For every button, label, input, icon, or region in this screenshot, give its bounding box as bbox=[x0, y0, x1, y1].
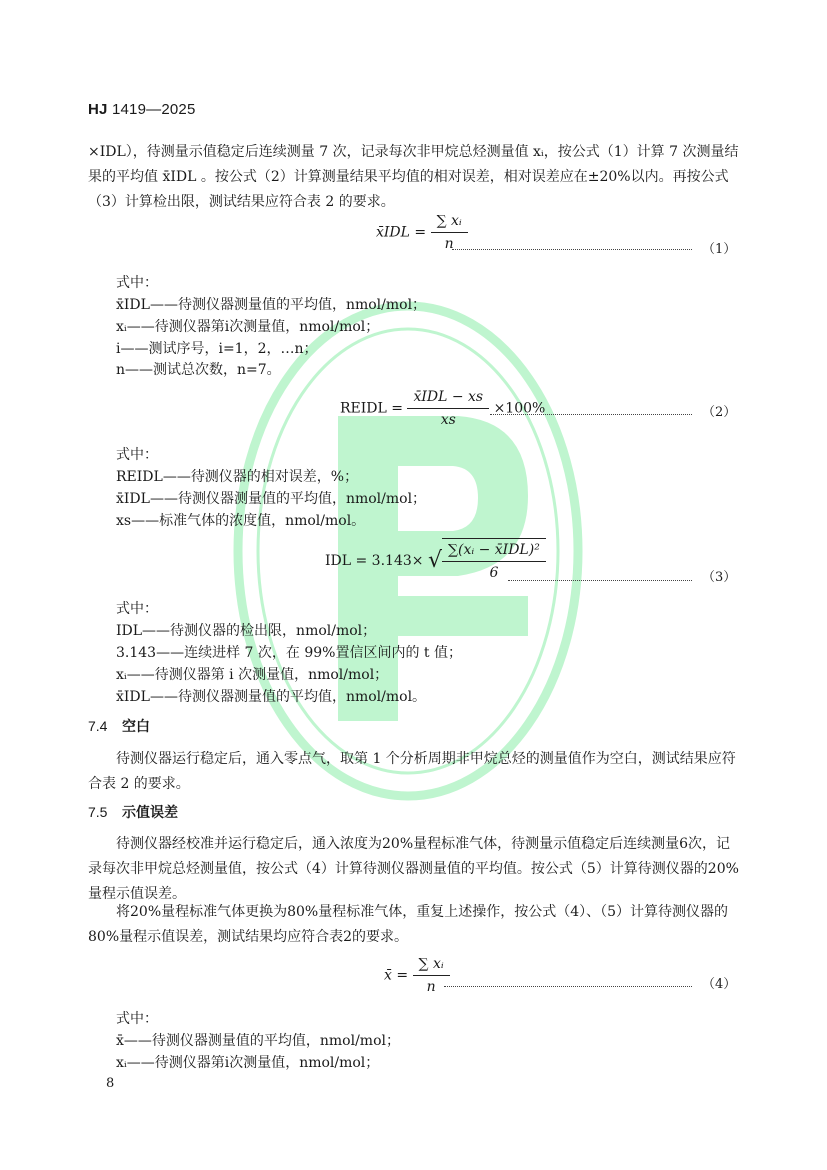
where-label-3: 式中： bbox=[116, 601, 158, 617]
leader-dots bbox=[444, 986, 692, 987]
equation-number-3: （3） bbox=[702, 570, 737, 585]
leader-dots bbox=[490, 414, 692, 415]
equation-3: IDL = 3.143× √ $\frac{\text{∑(xᵢ − x̄IDL)²}}{6}$ bbox=[325, 538, 546, 584]
leader-dots bbox=[508, 580, 692, 581]
where-item: xs——标准气体的浓度值，nmol/mol。 bbox=[116, 513, 366, 529]
where-item: xᵢ——待测仪器第i次测量值，nmol/mol； bbox=[116, 1055, 380, 1071]
where-item: x̄IDL——待测仪器测量值的平均值，nmol/mol； bbox=[116, 491, 427, 507]
equation-number-1: （1） bbox=[702, 242, 737, 257]
paragraph-idl: ×IDL），待测量示值稳定后连续测量 7 次，记录每次非甲烷总烃测量值 xᵢ，按公式（1）计算 7 次测量结果的平均值 x̄IDL 。按公式（2）计算测量结果平均值的相对误差，相对误差应在±20%以内。再按公式（3）计算检出限，测试结果应符合表 2 的要求。 bbox=[88, 144, 739, 210]
equation-4: x̄ = $\frac{\text{∑ xᵢ}}{n}$ bbox=[384, 953, 450, 998]
equation-2: REIDL = $\frac{\text{x̄IDL − xs}}{xs}$ ×100% bbox=[340, 386, 545, 431]
where-label-4: 式中： bbox=[116, 1011, 158, 1027]
paragraph-indication-error-1: 待测仪器经校准并运行稳定后，通入浓度为20%量程标准气体，待测量示值稳定后连续测量6次，记录每次非甲烷总烃测量值，按公式（4）计算待测仪器测量值的平均值。按公式（5）计算待测仪器的20%量程示值误差。 bbox=[88, 836, 739, 902]
where-item: IDL——待测仪器的检出限，nmol/mol； bbox=[116, 623, 377, 639]
standard-code: HJ 1419—2025 bbox=[88, 101, 196, 118]
where-item: REIDL——待测仪器的相对误差，%； bbox=[116, 469, 359, 485]
section-heading-7-5: 7.5 示值误差 bbox=[88, 804, 178, 820]
page-number: 8 bbox=[106, 1076, 115, 1091]
paragraph-blank: 待测仪器运行稳定后，通入零点气，取第 1 个分析周期非甲烷总烃的测量值作为空白，测试结果应符合表 2 的要求。 bbox=[88, 751, 736, 792]
where-item: x̄IDL——待测仪器测量值的平均值，nmol/mol； bbox=[116, 297, 427, 313]
where-label-2: 式中： bbox=[116, 447, 158, 463]
where-item: x̄IDL——待测仪器测量值的平均值，nmol/mol。 bbox=[116, 689, 427, 705]
where-item: i——测试序号，i=1，2，…n； bbox=[116, 341, 318, 357]
equation-number-4: （4） bbox=[702, 977, 737, 992]
paragraph-indication-error-2: 将20%量程标准气体更换为80%量程标准气体，重复上述操作，按公式（4）、（5）计算待测仪器的80%量程示值误差，测试结果均应符合表2的要求。 bbox=[88, 904, 729, 945]
where-item: xᵢ——待测仪器第 i 次测量值，nmol/mol； bbox=[116, 667, 389, 683]
where-item: x̄——待测仪器测量值的平均值，nmol/mol； bbox=[116, 1033, 400, 1049]
equation-1: x̄IDL = $\frac{\text{∑ xᵢ}}{n}$ bbox=[376, 210, 468, 255]
equation-number-2: （2） bbox=[702, 405, 737, 420]
section-heading-7-4: 7.4 空白 bbox=[88, 718, 150, 734]
where-item: n——测试总次数，n=7。 bbox=[116, 362, 281, 378]
where-label-1: 式中： bbox=[116, 275, 158, 291]
leader-dots bbox=[452, 249, 692, 250]
where-item: xᵢ——待测仪器第i次测量值，nmol/mol； bbox=[116, 319, 380, 335]
where-item: 3.143——连续进样 7 次，在 99%置信区间内的 t 值； bbox=[116, 645, 462, 661]
